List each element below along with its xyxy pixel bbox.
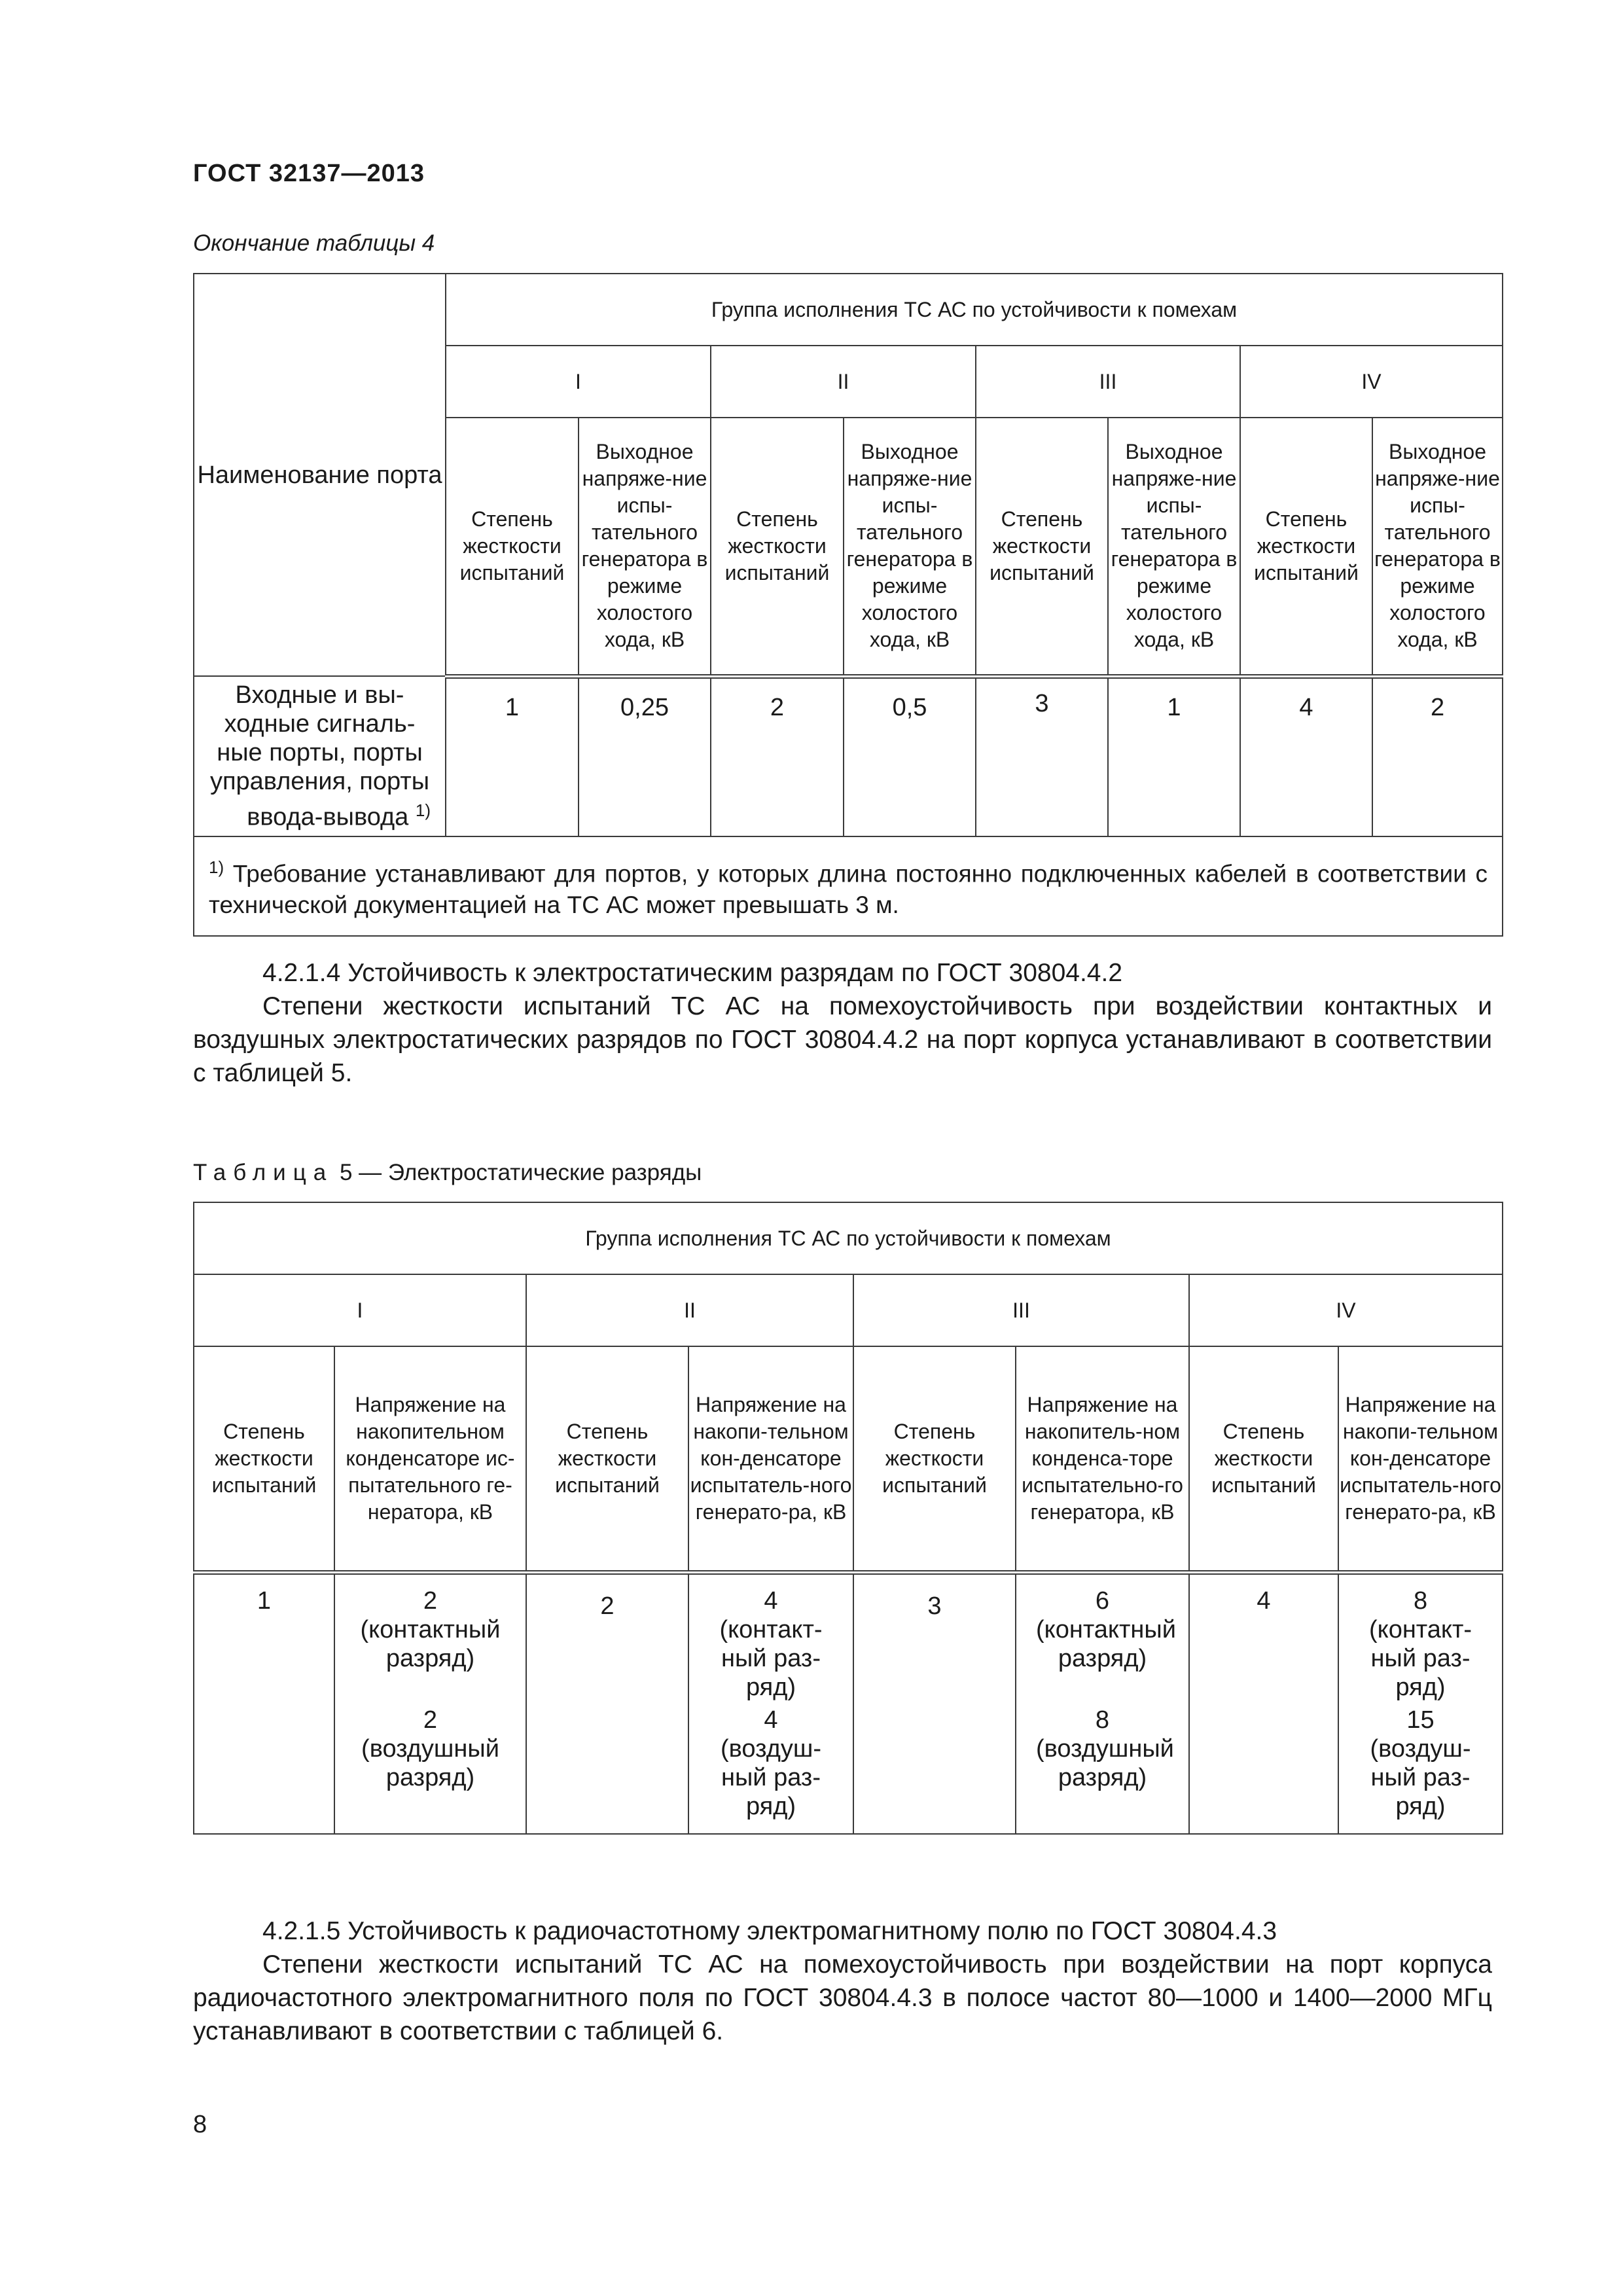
contact-label: (контакт-ный раз-ряд) bbox=[1368, 1615, 1472, 1701]
group-label: I bbox=[194, 1274, 526, 1346]
voltage-value-cell bbox=[1338, 1572, 1503, 1834]
voltage-header: Напряжение на накопи-тельном кон-денсаторе испытатель-ного генерато-ра, кВ bbox=[688, 1346, 853, 1572]
air-value: 8 bbox=[1095, 1706, 1110, 1734]
group-label: IV bbox=[1240, 346, 1503, 418]
severity-header: Степень жесткости испытаний bbox=[194, 1346, 334, 1572]
air-label: (воздушный разряд) bbox=[1036, 1734, 1174, 1791]
voltage-header: Выходное напряже-ние испы-тательного генератора в режиме холостого хода, кВ bbox=[844, 418, 976, 676]
voltage-header: Выходное напряже-ние испы-тательного генератора в режиме холостого хода, кВ bbox=[579, 418, 711, 676]
group-label: III bbox=[853, 1274, 1189, 1346]
severity-value: 1 bbox=[194, 1572, 334, 1834]
section-4215-heading bbox=[193, 1914, 1492, 1948]
severity-value: 2 bbox=[526, 1572, 688, 1834]
voltage-header: Напряжение на накопительном конденсаторе ис-пытательного ге-нератора, кВ bbox=[334, 1346, 526, 1572]
table-4 bbox=[193, 273, 1503, 937]
value-cell: 2 bbox=[711, 676, 844, 836]
contact-label: (контакт-ный раз-ряд) bbox=[719, 1615, 823, 1701]
severity-header: Степень жесткости испытаний bbox=[711, 418, 844, 676]
severity-header: Степень жесткости испытаний bbox=[446, 418, 579, 676]
group-header: Группа исполнения ТС АС по устойчивости к помехам bbox=[446, 274, 1503, 346]
value-cell: 4 bbox=[1240, 676, 1372, 836]
caption-rest: 5 — Электростатические разряды bbox=[339, 1160, 702, 1185]
value-cell: 0,5 bbox=[844, 676, 976, 836]
group-label: II bbox=[711, 346, 976, 418]
severity-value: 3 bbox=[853, 1572, 1016, 1834]
contact-value: 8 bbox=[1413, 1587, 1428, 1615]
section-heading: 4.2.1.5 Устойчивость к радиочастотному электромагнитному полю по ГОСТ 30804.4.3 bbox=[262, 1917, 1277, 1945]
contact-label: (контактный разряд) bbox=[360, 1615, 501, 1672]
contact-value: 6 bbox=[1095, 1587, 1110, 1615]
group-header: Группа исполнения ТС АС по устойчивости к помехам bbox=[194, 1202, 1503, 1274]
section-4215 bbox=[193, 1914, 1492, 2048]
contact-value: 4 bbox=[764, 1587, 778, 1615]
value-cell: 2 bbox=[1372, 676, 1503, 836]
footnote-text: Требование устанавливают для портов, у которых длина постоянно подключенных кабелей в соответствии с технической документацией на ТС АС может превышать 3 м. bbox=[209, 860, 1488, 919]
air-value: 2 bbox=[423, 1706, 438, 1734]
group-label: III bbox=[976, 346, 1240, 418]
voltage-value-cell bbox=[1016, 1572, 1189, 1834]
severity-header: Степень жесткости испытаний bbox=[853, 1346, 1016, 1572]
section-4214-body bbox=[193, 990, 1492, 1090]
port-name-footnote-mark: 1) bbox=[415, 800, 431, 821]
document-code: ГОСТ 32137—2013 bbox=[193, 160, 425, 187]
voltage-value-cell bbox=[688, 1572, 853, 1834]
value-cell: 0,25 bbox=[579, 676, 711, 836]
value-cell: 1 bbox=[446, 676, 579, 836]
page-number: 8 bbox=[193, 2111, 207, 2138]
contact-label: (контактный разряд) bbox=[1036, 1615, 1176, 1672]
port-name-text: Входные и вы-ходные сигналь-ные порты, порты управления, порты ввода-вывода bbox=[209, 681, 430, 831]
voltage-header: Выходное напряже-ние испы-тательного генератора в режиме холостого хода, кВ bbox=[1372, 418, 1503, 676]
severity-value: 4 bbox=[1189, 1572, 1338, 1834]
table5-caption bbox=[193, 1160, 702, 1186]
severity-header: Степень жесткости испытаний bbox=[976, 418, 1108, 676]
voltage-header: Напряжение на накопи-тельном кон-денсаторе испытатель-ного генерато-ра, кВ bbox=[1338, 1346, 1503, 1572]
table-5 bbox=[193, 1202, 1503, 1835]
caption-word: Таблица bbox=[193, 1160, 334, 1185]
value-cell: 3 bbox=[976, 676, 1108, 836]
section-4215-body bbox=[193, 1948, 1492, 2048]
group-label: IV bbox=[1189, 1274, 1503, 1346]
air-value: 4 bbox=[764, 1706, 778, 1734]
section-heading: 4.2.1.4 Устойчивость к электростатическим разрядам по ГОСТ 30804.4.2 bbox=[262, 959, 1123, 987]
voltage-header: Напряжение на накопитель-ном конденса-торе испытательно-го генератора, кВ bbox=[1016, 1346, 1189, 1572]
group-label: II bbox=[526, 1274, 853, 1346]
severity-header: Степень жесткости испытаний bbox=[1189, 1346, 1338, 1572]
group-label: I bbox=[446, 346, 711, 418]
section-body: Степени жесткости испытаний ТС АС на помехоустойчивость при воздействии на порт корпуса радиочастотного электромагнитного поля по ГОСТ 30804.4.3 в полосе частот 80—1000 и 1400—2000 МГц устанавливают в соответствии с таблицей 6. bbox=[193, 1950, 1492, 2045]
port-name-header: Наименование порта bbox=[194, 274, 446, 676]
section-4214 bbox=[193, 956, 1492, 1090]
voltage-value-cell bbox=[334, 1572, 526, 1834]
air-label: (воздуш-ный раз-ряд) bbox=[720, 1734, 822, 1820]
air-label: (воздуш-ный раз-ряд) bbox=[1370, 1734, 1471, 1820]
value-cell: 1 bbox=[1108, 676, 1240, 836]
air-value: 15 bbox=[1406, 1706, 1435, 1734]
air-label: (воздушный разряд) bbox=[361, 1734, 499, 1791]
footnote-mark: 1) bbox=[209, 857, 224, 877]
severity-header: Степень жесткости испытаний bbox=[526, 1346, 688, 1572]
port-name-cell bbox=[194, 676, 446, 836]
section-body: Степени жесткости испытаний ТС АС на помехоустойчивость при воздействии контактных и воздушных электростатических разрядов по ГОСТ 30804.4.2 на порт корпуса устанавливают в соответствии с таблицей 5. bbox=[193, 992, 1492, 1087]
severity-header: Степень жесткости испытаний bbox=[1240, 418, 1372, 676]
contact-value: 2 bbox=[423, 1587, 438, 1615]
table4-footnote bbox=[194, 836, 1503, 936]
voltage-header: Выходное напряже-ние испы-тательного генератора в режиме холостого хода, кВ bbox=[1108, 418, 1240, 676]
table4-caption: Окончание таблицы 4 bbox=[193, 230, 435, 256]
section-4214-heading bbox=[193, 956, 1492, 990]
